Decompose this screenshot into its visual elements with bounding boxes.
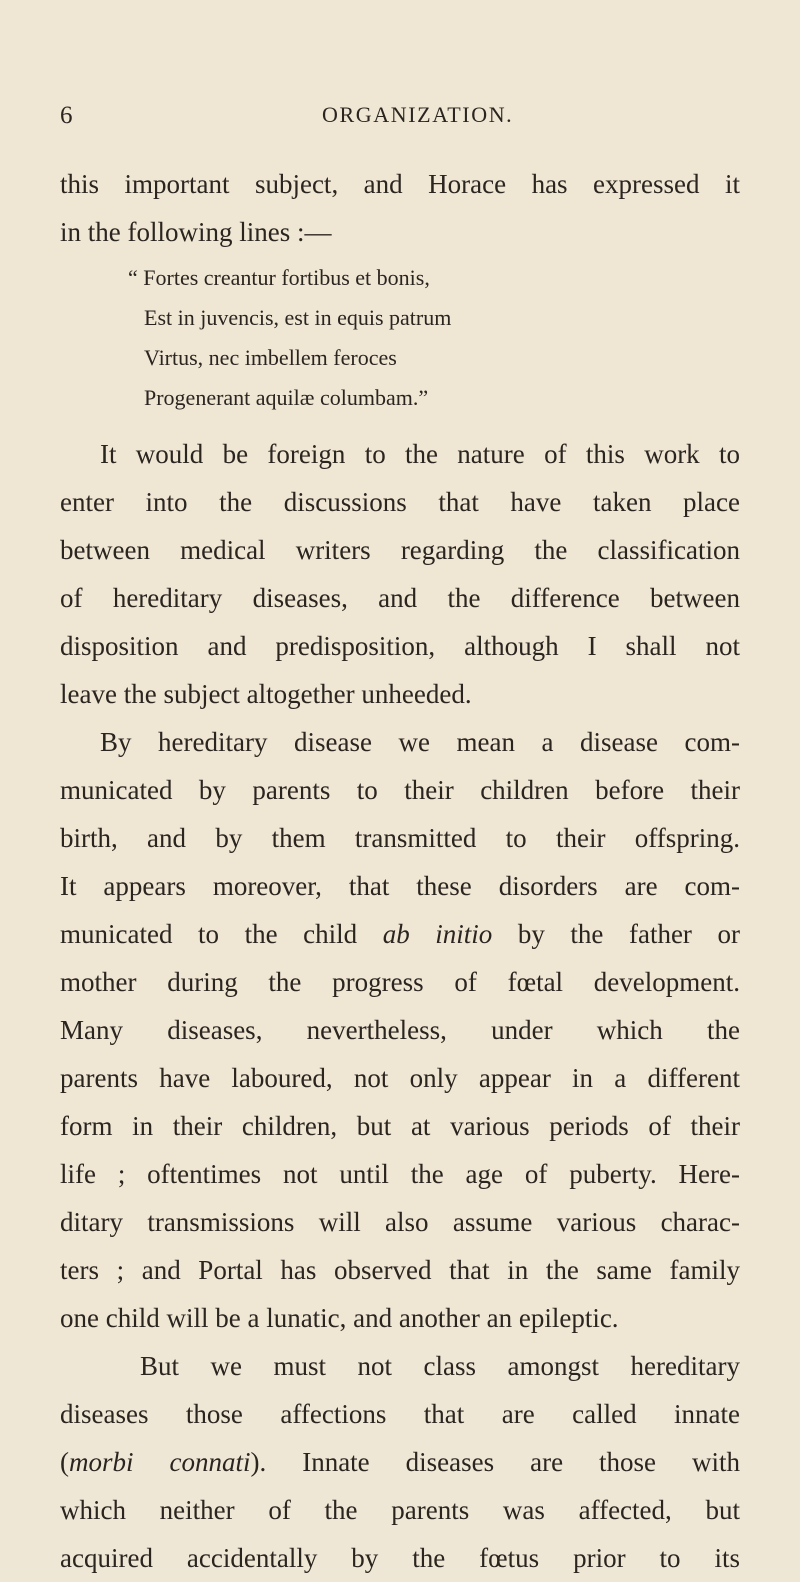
text-line: It would be foreign to the nature of this work to xyxy=(100,439,740,469)
text-segment: by the father or xyxy=(492,919,740,949)
running-head: ORGANIZATION. xyxy=(322,102,514,127)
text-line: in the following lines :— xyxy=(60,217,332,247)
text-line: acquired accidentally by the fœtus prior to its xyxy=(60,1543,740,1573)
verse-line: “ Fortes creantur fortibus et bonis, xyxy=(128,265,430,290)
text-line: parents have laboured, not only appear in a different xyxy=(60,1063,740,1093)
text-line: of hereditary diseases, and the difference between xyxy=(60,583,740,613)
text-line: mother during the progress of fœtal development. xyxy=(60,967,740,997)
verse-line: Progenerant aquilæ columbam.” xyxy=(144,385,429,410)
text-line: diseases those affections that are called innate xyxy=(60,1399,740,1429)
verse-line: Virtus, nec imbellem feroces xyxy=(144,345,397,370)
paragraph-classification xyxy=(60,430,740,718)
text-line: By hereditary disease we mean a disease com- xyxy=(100,727,740,757)
paragraph-innate-diseases xyxy=(60,1342,740,1582)
paragraph-opening xyxy=(60,160,740,256)
text-line: municated by parents to their children before their xyxy=(60,775,740,805)
text-line xyxy=(60,910,740,958)
text-segment: municated to the child xyxy=(60,919,383,949)
text-line: disposition and predisposition, although I shall not xyxy=(60,631,740,661)
text-line: which neither of the parents was affected, but xyxy=(60,1495,740,1525)
text-line: leave the subject altogether unheeded. xyxy=(60,679,472,709)
text-line: ters ; and Portal has observed that in the same family xyxy=(60,1255,740,1285)
page-number: 6 xyxy=(60,102,73,129)
page-header xyxy=(0,102,800,142)
paragraph-hereditary-disease xyxy=(60,718,740,1342)
italic-phrase: ab initio xyxy=(382,919,493,949)
text-segment: ). Innate diseases are those with xyxy=(250,1447,740,1477)
text-line: birth, and by them transmitted to their offspring. xyxy=(60,823,740,853)
text-line xyxy=(60,1438,740,1486)
text-line: life ; oftentimes not until the age of puberty. Here- xyxy=(60,1159,740,1189)
text-line: But we must not class amongst hereditary xyxy=(140,1351,740,1381)
text-line: It appears moreover, that these disorders are com- xyxy=(60,871,740,901)
text-segment: ( xyxy=(60,1447,69,1477)
text-line: Many diseases, nevertheless, under which the xyxy=(60,1015,740,1045)
verse-line: Est in juvencis, est in equis patrum xyxy=(144,305,452,330)
quoted-verse xyxy=(60,258,740,418)
italic-phrase: morbi connati xyxy=(69,1447,251,1477)
text-line: between medical writers regarding the classification xyxy=(60,535,740,565)
body-text xyxy=(60,160,740,1582)
text-line: form in their children, but at various periods of their xyxy=(60,1111,740,1141)
text-line: this important subject, and Horace has expressed it xyxy=(60,169,740,199)
text-line: one child will be a lunatic, and another an epileptic. xyxy=(60,1303,619,1333)
text-line: ditary transmissions will also assume various charac- xyxy=(60,1207,740,1237)
text-line: enter into the discussions that have taken place xyxy=(60,487,740,517)
